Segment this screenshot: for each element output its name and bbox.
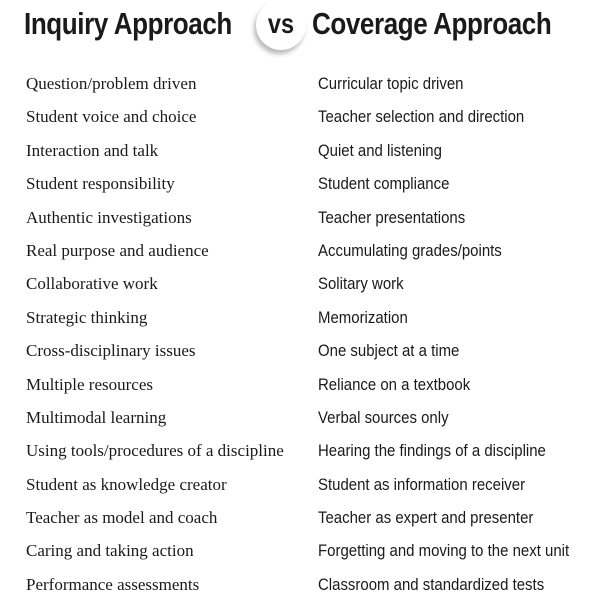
coverage-item: Verbal sources only: [318, 407, 449, 427]
inquiry-item: Caring and taking action: [26, 541, 194, 561]
coverage-item: Teacher presentations: [318, 207, 466, 227]
comparison-row: [0, 102, 600, 135]
inquiry-item: Student responsibility: [26, 174, 175, 194]
comparison-row: [0, 570, 600, 603]
inquiry-item: Using tools/procedures of a discipline: [26, 441, 284, 461]
coverage-item: Forgetting and moving to the next unit: [318, 541, 570, 561]
comparison-row: [0, 370, 600, 403]
comparison-row: [0, 503, 600, 536]
comparison-row: [0, 470, 600, 503]
comparison-row: [0, 236, 600, 269]
inquiry-item: Strategic thinking: [26, 307, 148, 327]
coverage-item: Curricular topic driven: [318, 74, 464, 93]
inquiry-item: Collaborative work: [26, 274, 158, 294]
comparison-row: [0, 336, 600, 369]
comparison-row: [0, 436, 600, 469]
inquiry-item: Cross-disciplinary issues: [26, 341, 196, 361]
comparison-row: [0, 136, 600, 169]
comparison-row: [0, 203, 600, 236]
coverage-item: Student compliance: [318, 174, 450, 194]
inquiry-item: Multimodal learning: [26, 407, 167, 427]
coverage-item: Solitary work: [318, 274, 404, 294]
coverage-item: Hearing the findings of a discipline: [318, 441, 546, 461]
vs-label: vs: [267, 8, 295, 39]
coverage-item: Quiet and listening: [318, 140, 442, 160]
comparison-row: [0, 269, 600, 302]
inquiry-item: Student voice and choice: [26, 107, 197, 127]
vs-badge: [256, 0, 306, 50]
inquiry-item: Question/problem driven: [26, 74, 197, 93]
comparison-table: [0, 69, 600, 603]
inquiry-item: Teacher as model and coach: [26, 508, 218, 528]
coverage-approach-title: Coverage Approach: [312, 6, 552, 41]
coverage-item: Student as information receiver: [318, 474, 526, 494]
coverage-item: One subject at a time: [318, 341, 460, 361]
comparison-row: [0, 169, 600, 202]
coverage-item: Reliance on a textbook: [318, 374, 471, 394]
comparison-row: [0, 69, 600, 102]
inquiry-item: Student as knowledge creator: [26, 474, 227, 494]
comparison-row: [0, 536, 600, 569]
comparison-row: [0, 303, 600, 336]
coverage-item: Classroom and standardized tests: [318, 574, 545, 594]
comparison-row: [0, 403, 600, 436]
coverage-item: Memorization: [318, 307, 408, 327]
inquiry-item: Interaction and talk: [26, 140, 159, 160]
inquiry-item: Performance assessments: [26, 574, 200, 594]
inquiry-item: Multiple resources: [26, 374, 153, 394]
comparison-header: [0, 0, 600, 56]
inquiry-item: Real purpose and audience: [26, 240, 209, 260]
coverage-item: Accumulating grades/points: [318, 240, 502, 260]
inquiry-item: Authentic investigations: [26, 207, 192, 227]
coverage-item: Teacher as expert and presenter: [318, 508, 534, 528]
inquiry-approach-title: Inquiry Approach: [24, 6, 232, 41]
coverage-item: Teacher selection and direction: [318, 107, 525, 127]
